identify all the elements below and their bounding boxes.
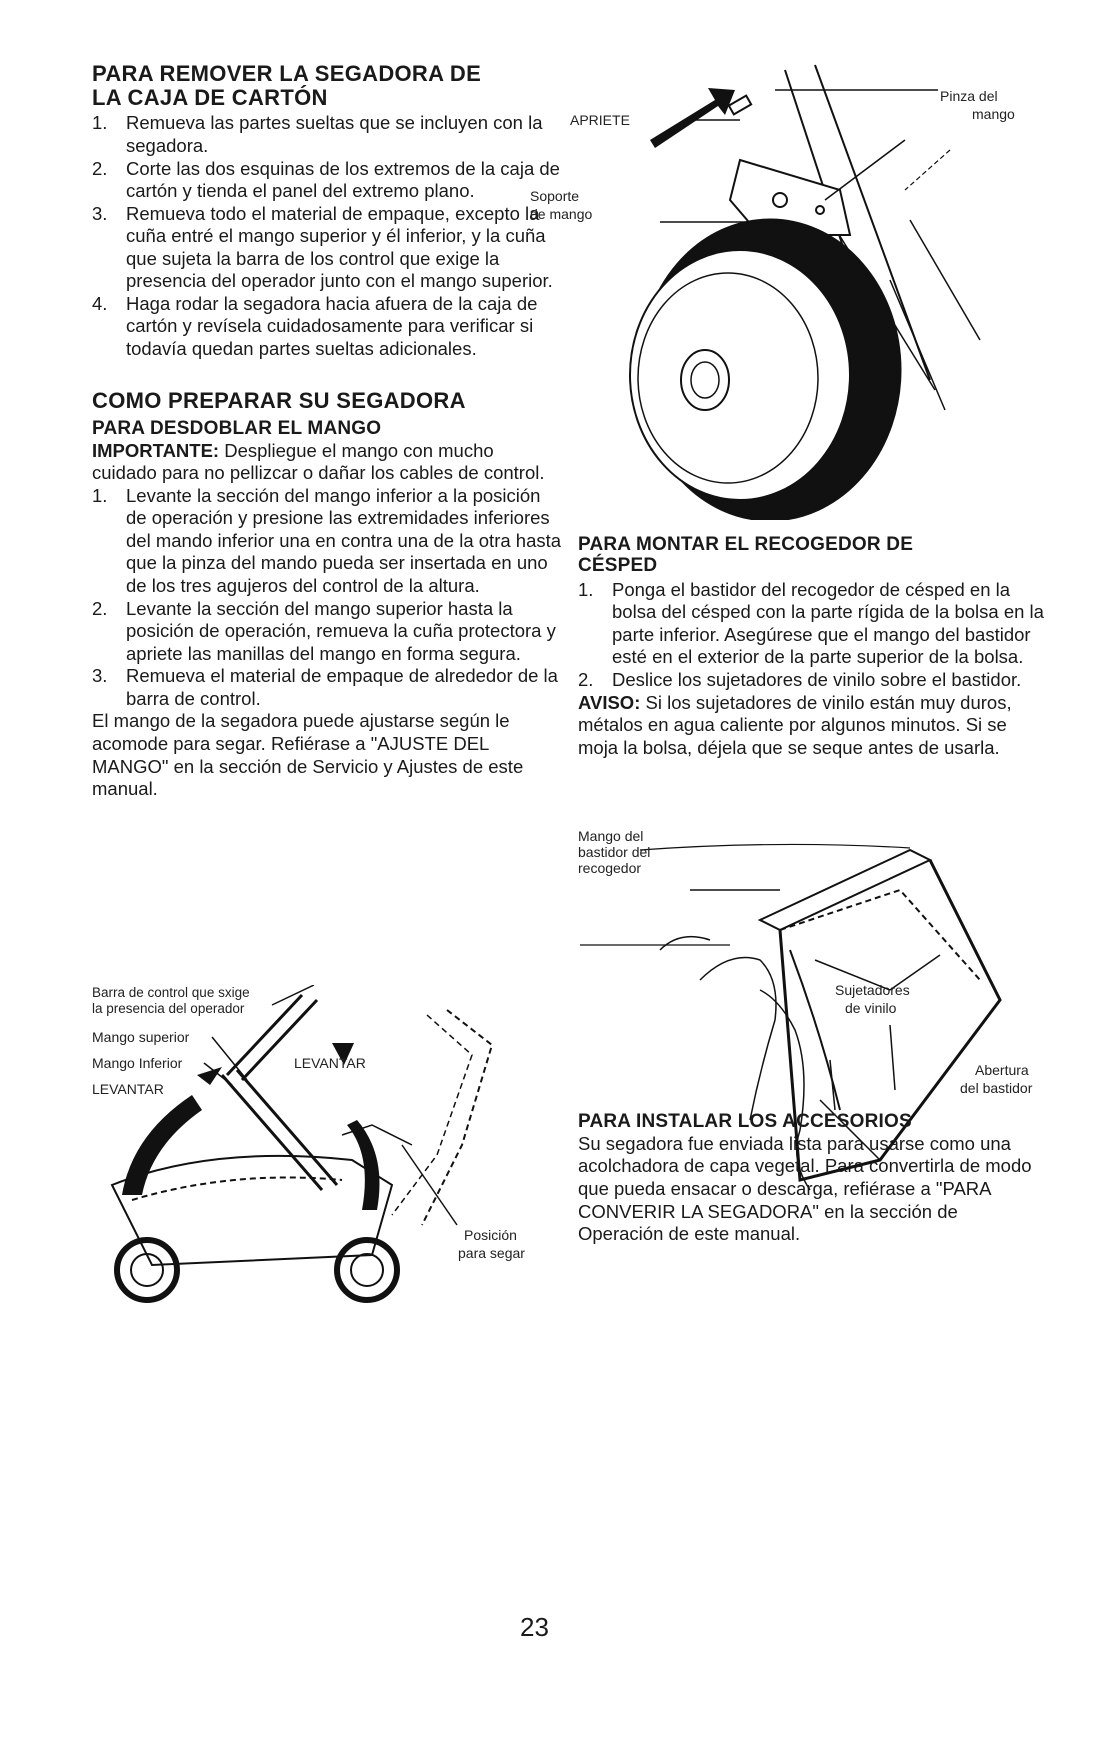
label-de-vinilo: de vinilo (845, 1000, 897, 1016)
page-number: 23 (520, 1612, 549, 1642)
list-item: 4. Haga rodar la segadora hacia afuera de la caja de cartón y revísela cuidadosamente para verificar si todavía quedan partes sueltas adicionales. (92, 292, 538, 359)
label-para-segar: para segar (458, 1245, 525, 1261)
list-item: 1. Levante la sección del mango inferior a la posición de operación y presione las extremidades inferiores del mando inferior una en contra una de la otra hasta que la pinza del mando pueda ser insertada en uno de los tres agujeros del control de la altura. (92, 484, 562, 597)
list-item: 3. Remueva todo el material de empaque, excepto la cuña entré el mango superior y él inferior, y la cuña que sujeta la barra de los control que exige la presencia del operador junto con el mango superior. (92, 202, 553, 292)
list-item: 2. Corte las dos esquinas de los extremos de la caja de cartón y tienda el panel del extremo plano. (92, 157, 560, 202)
label-mango-del: Mango del (578, 828, 644, 844)
list-item: 1. Ponga el bastidor del recogedor de césped en la bolsa del césped con la parte rígida de la bolsa en la parte inferior. Asegúrese que el mango del bastidor esté en el exterior de la parte superior de la bolsa. (578, 578, 1044, 668)
title-line-1: PARA MONTAR EL RECOGEDOR DE (578, 534, 914, 555)
label-levantar-left: LEVANTAR (92, 1081, 164, 1097)
handle-clip-figure (530, 60, 1060, 520)
important-note (92, 440, 562, 485)
mount-bag-steps (578, 579, 1048, 692)
label-de-mango: de mango (530, 206, 593, 222)
label-sujetadores: Sujetadores (835, 982, 910, 998)
handle-clip-illustration (560, 60, 1060, 520)
section-title-prepare-mower: COMO PREPARAR SU SEGADORA (92, 387, 466, 413)
important-text: Despliegue el mango con mucho cuidado para no pellizcar o dañar los cables de control. (92, 439, 545, 484)
unfold-handle-steps (92, 485, 562, 711)
handle-adjust-note: El mango de la segadora puede ajustarse según le acomode para segar. Refiérase a "AJUSTE DEL MANGO" en la sección de Servicio y Ajustes de este manual. (92, 710, 524, 800)
remove-mower-steps (92, 112, 562, 360)
list-item: 2. Deslice los sujetadores de vinilo sobre el bastidor. (578, 669, 1022, 691)
label-pinza-del: Pinza del (940, 88, 998, 104)
mower-handle-figure (92, 985, 562, 1315)
list-item: 1. Remueva las partes sueltas que se incluyen con la segadora. (92, 112, 543, 156)
label-mango-superior: Mango superior (92, 1029, 190, 1045)
aviso-text: Si los sujetadores de vinilo están muy duros, métalos en agua caliente por algunos minutos. Si se moja la bolsa, déjela que se seque antes de usarla. (578, 691, 1012, 758)
accessories-section (578, 1112, 1048, 1246)
subsection-title-unfold-handle: PARA DESDOBLAR EL MANGO (92, 417, 382, 439)
label-abertura: Abertura (975, 1062, 1029, 1078)
label-barra-control-1: Barra de control que sxige (92, 985, 250, 1000)
label-bastidor-del: bastidor del (578, 844, 651, 860)
title-line-2: LA CAJA DE CARTÓN (92, 85, 328, 111)
title-line-2: CÉSPED (578, 554, 658, 576)
label-del-bastidor: del bastidor (960, 1080, 1033, 1096)
list-item: 3. Remueva el material de empaque de alrededor de la barra de control. (92, 665, 558, 709)
section-title-remove-mower (92, 62, 562, 110)
accessories-text: Su segadora fue enviada lista para usarse como una acolchadora de capa vegetal. Para convertirla de modo que pueda ensacar o descarga, refiérase a "PARA CONVERIR LA SEGADORA" en la sección de Operación de este manual. (578, 1132, 1032, 1245)
section-title-mount-bag (578, 535, 1048, 577)
section-title-install-accessories: PARA INSTALAR LOS ACCESORIOS (578, 1111, 912, 1132)
label-levantar-right: LEVANTAR (294, 1055, 366, 1071)
list-item: 2. Levante la sección del mango superior hasta la posición de operación, remueva la cuña protectora y apriete las manillas del mango en forma segura. (92, 597, 556, 664)
label-soporte: Soporte (530, 188, 580, 204)
left-column (92, 62, 562, 801)
label-mango: mango (972, 106, 1015, 122)
label-posicion: Posición (464, 1227, 517, 1243)
important-label: IMPORTANTE: (92, 439, 220, 461)
label-recogedor: recogedor (578, 860, 642, 876)
right-column (578, 535, 1048, 759)
label-mango-inferior: Mango Inferior (92, 1055, 183, 1071)
aviso-label: AVISO: (578, 691, 641, 713)
aviso-note (578, 692, 1048, 760)
label-apriete: APRIETE (570, 112, 630, 128)
title-line-1: PARA REMOVER LA SEGADORA DE (92, 61, 482, 86)
label-barra-control-2: la presencia del operador (92, 1001, 245, 1016)
